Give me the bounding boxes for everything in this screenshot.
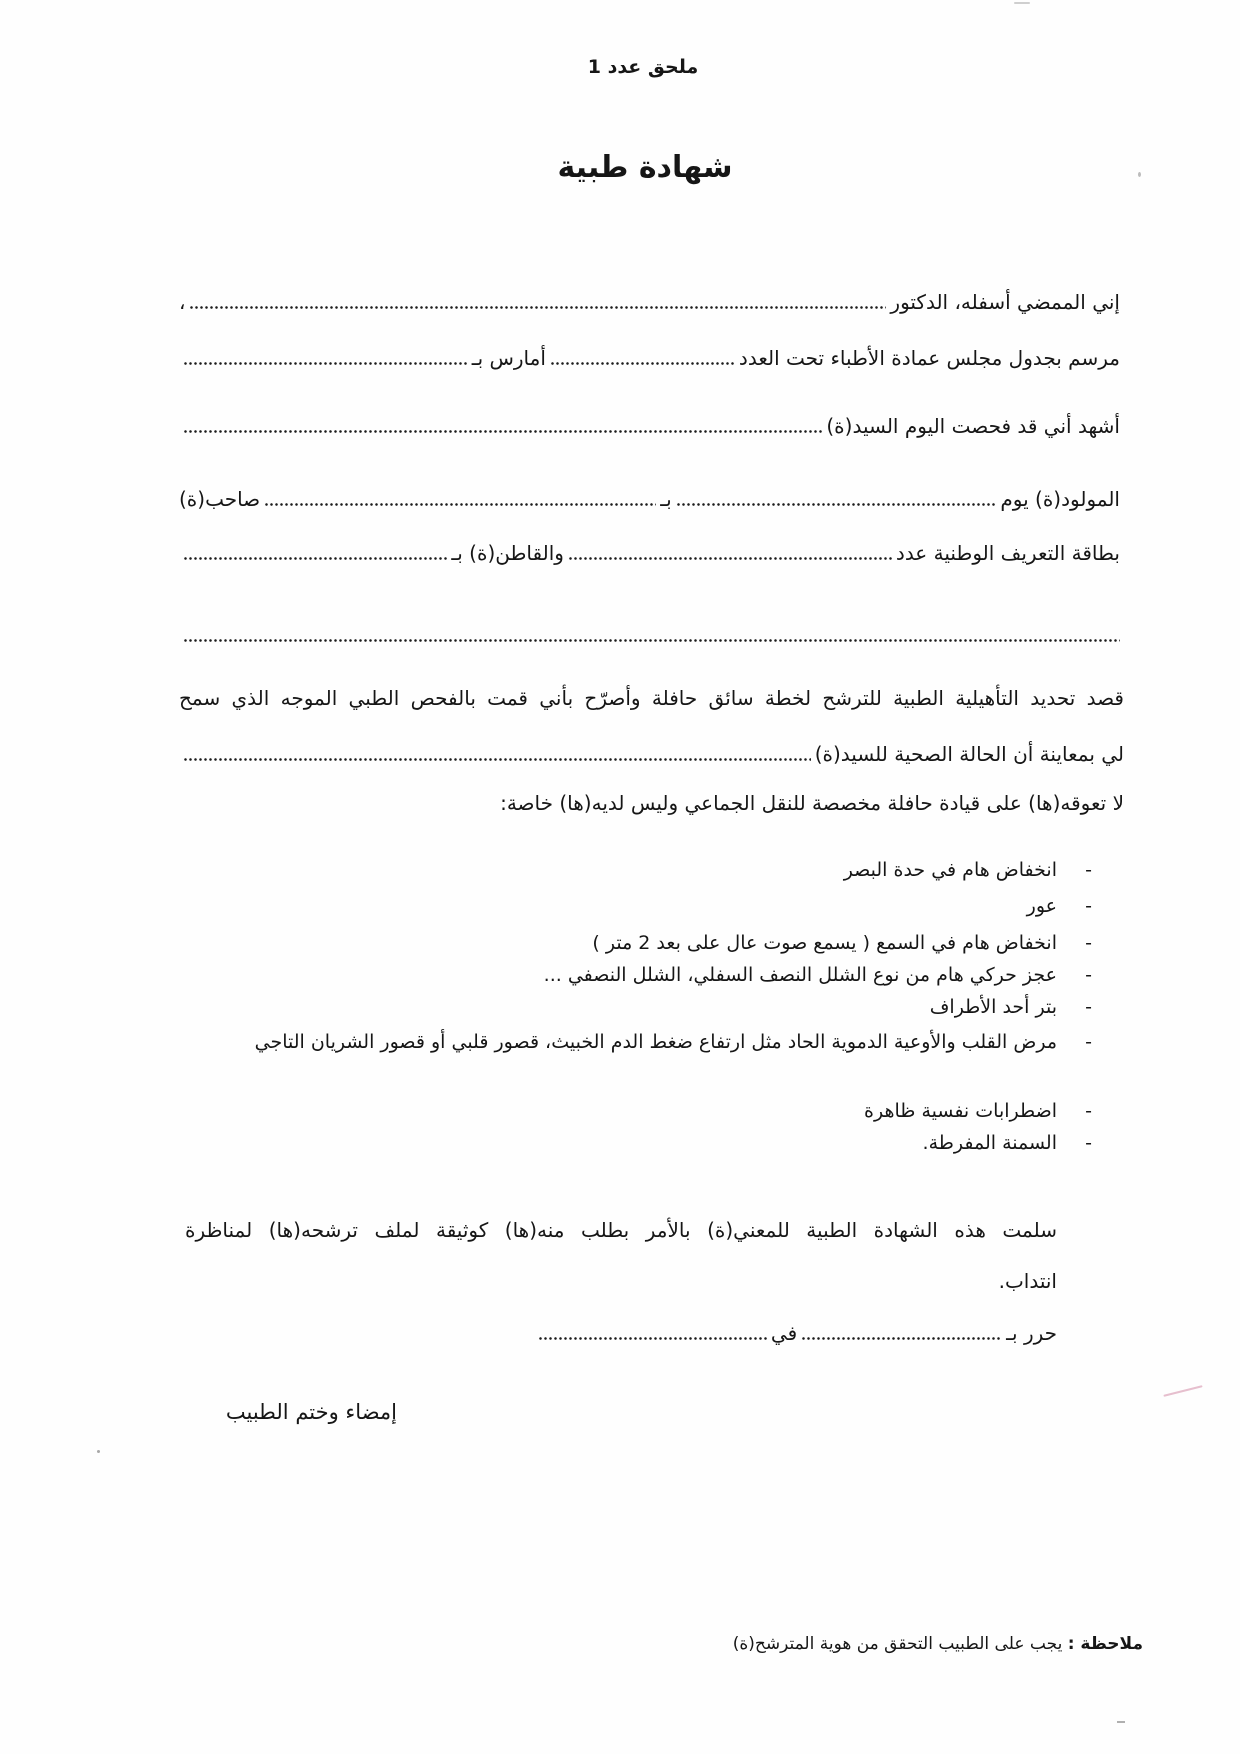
condition-text: عجز حركي هام من نوع الشلل النصف السفلي، الشلل النصفي ... [543,964,1057,986]
place-date-line [185,1319,1057,1347]
residence-field [183,539,447,567]
condition-text: اضطرابات نفسية ظاهرة [864,1100,1057,1122]
examined-person-field [183,412,822,440]
issuance-line-1: سلمت هذه الشهادة الطبية للمعني(ة) بالأمر بطلب منه(ها) كوثيقة لملف ترشحه(ها) لمناظرة [185,1218,1057,1242]
condition-item [185,891,1092,921]
certificate-title: شهادة طبية [557,150,733,185]
date-label: في [770,1321,798,1345]
registration-line [179,344,1120,372]
id-card-line [179,539,1120,567]
bullet-dash: - [1085,895,1092,917]
bullet-dash: - [1085,932,1092,954]
bullet-dash: - [1085,1100,1092,1122]
bullet-dash: - [1085,859,1092,881]
note-text: يجب على الطبيب التحقق من هوية المترشح(ة) [732,1634,1063,1654]
condition-item [185,1128,1092,1158]
condition-item [185,960,1092,990]
birth-line [179,485,1120,513]
condition-text: السمنة المفرطة. [922,1132,1057,1154]
doctor-name-field [189,288,886,316]
birth-place-field [264,485,656,513]
declaration-line-2 [179,740,1124,768]
practice-location-field [183,344,468,372]
practice-location-label: أمارس بـ [471,346,546,370]
examined-person-label: أشهد أني قد فحصت اليوم السيد(ة) [826,414,1120,438]
written-at-field [801,1319,1002,1347]
bullet-dash: - [1085,964,1092,986]
health-status-label: لي بمعاينة أن الحالة الصحية للسيد(ة) [814,742,1124,766]
additional-blank-line [179,621,1124,649]
condition-text: مرض القلب والأوعية الدموية الحاد مثل ارتفاع ضغط الدم الخبيث، قصور قلبي أو قصور الشريان التاجي [254,1031,1057,1053]
signature-label: إمضاء وختم الطبيب [225,1400,397,1424]
date-field [538,1319,767,1347]
bullet-dash: - [1085,1132,1092,1154]
condition-item [185,855,1092,885]
birth-place-label: بـ [660,487,672,511]
condition-text: عور [1026,895,1057,917]
id-card-label: بطاقة التعريف الوطنية عدد [895,541,1120,565]
written-at-label: حرر بـ [1006,1321,1057,1345]
scan-speck [1163,1385,1202,1397]
issuance-line-2: انتداب. [998,1269,1057,1293]
doctor-line [179,288,1120,316]
condition-item [185,1096,1092,1126]
scan-speck [1117,1721,1125,1723]
annex-label: ملحق عدد 1 [587,56,699,78]
scan-speck [97,1450,100,1453]
footer-note [733,1632,1143,1656]
scan-speck [1014,2,1030,4]
scan-speck [1138,172,1141,177]
id-card-number-field [568,539,892,567]
examined-person-name-field [183,740,811,768]
condition-item [185,992,1092,1022]
declaration-line-1: قصد تحديد التأهيلية الطبية للترشح لخطة سائق حافلة وأصرّح بأني قمت بالفحص الطبي الموجه الذي سمح [179,686,1124,710]
condition-text: انخفاض هام في السمع ( يسمع صوت عال على بعد 2 متر ) [592,932,1057,954]
additional-blank-field [183,621,1120,649]
id-holder-label: صاحب(ة) [179,487,261,511]
examined-person-line [179,412,1120,440]
condition-item [185,928,1092,958]
condition-item [185,1027,1092,1057]
registration-label: مرسم بجدول مجلس عمادة الأطباء تحت العدد [738,346,1120,370]
declaration-line-3: لا تعوقه(ها) على قيادة حافلة مخصصة للنقل الجماعي وليس لديه(ها) خاصة: [500,791,1124,815]
doctor-label: إني الممضي أسفله، الدكتور [890,290,1120,314]
birth-date-label: المولود(ة) يوم [1000,487,1120,511]
birth-date-field [676,485,997,513]
residence-label: والقاطن(ة) بـ [451,541,564,565]
note-label: ملاحظة : [1067,1634,1143,1654]
bullet-dash: - [1085,1031,1092,1053]
doctor-line-comma: ، [179,290,186,314]
condition-text: انخفاض هام في حدة البصر [843,859,1057,881]
bullet-dash: - [1085,996,1092,1018]
registration-number-field [550,344,735,372]
condition-text: بتر أحد الأطراف [929,996,1057,1018]
